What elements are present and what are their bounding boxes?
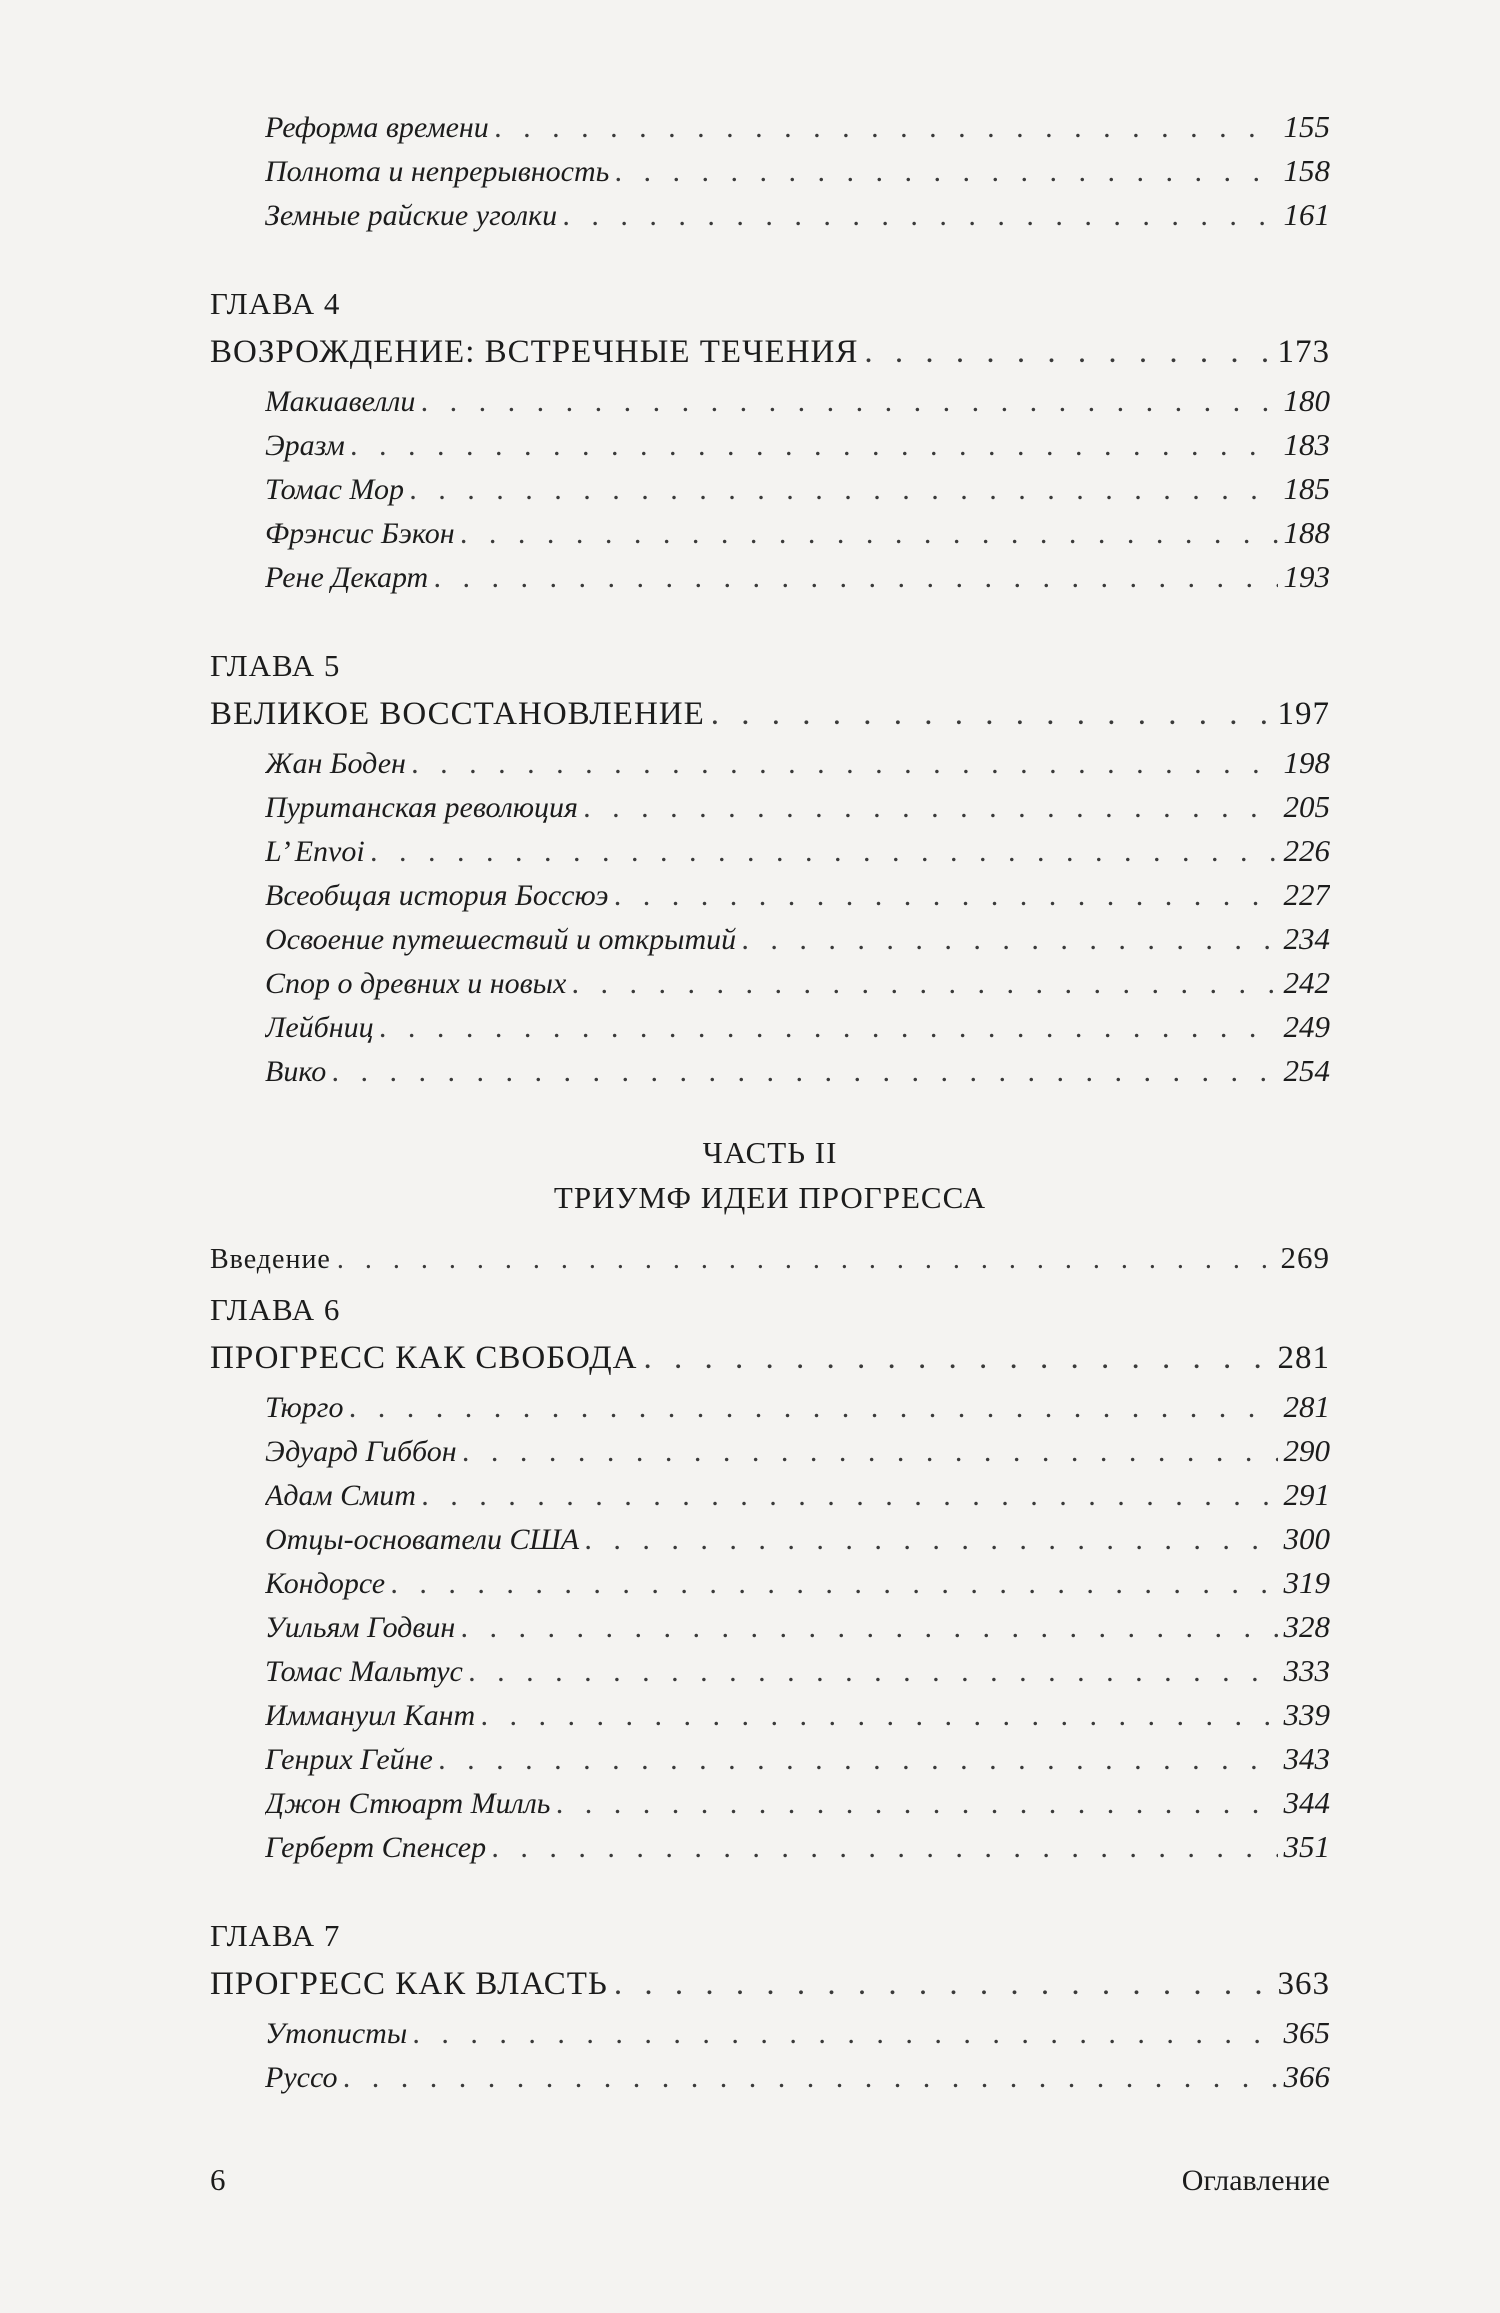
- dot-leader: [461, 512, 1278, 555]
- dot-leader: [615, 150, 1277, 193]
- toc-entry: [265, 193, 1330, 237]
- dot-leader: [469, 1650, 1278, 1693]
- page-footer: [210, 2162, 1330, 2198]
- toc-entry: [265, 467, 1330, 511]
- toc-chapter: [210, 1915, 1330, 2099]
- toc-entry: [265, 1693, 1330, 1737]
- entry-page: 319: [1283, 1565, 1330, 1600]
- dot-leader: [585, 1518, 1277, 1561]
- entry-page: 344: [1283, 1785, 1330, 1820]
- toc-entry: [265, 511, 1330, 555]
- chapter-label: ГЛАВА 4: [210, 286, 341, 321]
- toc-entry: [265, 1429, 1330, 1473]
- toc-entry: [265, 961, 1330, 1005]
- entry-title: Вико: [265, 1055, 327, 1088]
- dot-leader: [439, 1738, 1278, 1781]
- entry-title: Томас Мор: [265, 473, 404, 506]
- entry-title: Руссо: [265, 2061, 338, 2094]
- entry-page: 185: [1283, 471, 1330, 506]
- entry-title: Пуританская революция: [265, 791, 578, 824]
- toc-chapter: [210, 645, 1330, 1093]
- entry-page: 234: [1283, 921, 1330, 956]
- dot-leader: [344, 2056, 1278, 2099]
- entry-page: 198: [1283, 745, 1330, 780]
- entry-page: 343: [1283, 1741, 1330, 1776]
- dot-leader: [410, 468, 1278, 511]
- entry-page: 227: [1283, 877, 1330, 912]
- toc-entry: [265, 741, 1330, 785]
- toc-entry: [265, 2055, 1330, 2099]
- toc-entry: [265, 105, 1330, 149]
- dot-leader: [463, 1430, 1278, 1473]
- entry-title: Иммануил Кант: [265, 1699, 476, 1732]
- dot-leader: [614, 874, 1277, 917]
- dot-leader: [461, 1606, 1277, 1649]
- entry-title: Герберт Спенсер: [265, 1831, 487, 1864]
- entry-page: 205: [1283, 789, 1330, 824]
- dot-leader: [421, 380, 1277, 423]
- toc-entry: [265, 917, 1330, 961]
- entry-page: 183: [1283, 427, 1330, 462]
- part-label: ЧАСТЬ II: [702, 1135, 838, 1170]
- chapter-title: ВОЗРОЖДЕНИЕ: ВСТРЕЧНЫЕ ТЕЧЕНИЯ: [210, 334, 859, 370]
- chapter-heading: [210, 1331, 1330, 1385]
- entry-title: Адам Смит: [265, 1479, 416, 1512]
- entry-page: 188: [1283, 515, 1330, 550]
- toc-entry: [265, 785, 1330, 829]
- toc-entry: [265, 1385, 1330, 1429]
- dot-leader: [572, 962, 1277, 1005]
- entry-page: 161: [1283, 197, 1330, 232]
- entry-title: Полнота и непрерывность: [265, 155, 610, 188]
- entry-page: 300: [1283, 1521, 1330, 1556]
- dot-leader: [434, 556, 1277, 599]
- entry-title: Томас Мальтус: [265, 1655, 463, 1688]
- chapter-title: ПРОГРЕСС КАК СВОБОДА: [210, 1340, 638, 1376]
- toc-entry: [265, 829, 1330, 873]
- entry-title: Тюрго: [265, 1391, 344, 1424]
- entry-title: Эразм: [265, 429, 345, 462]
- toc-entry: [265, 1561, 1330, 1605]
- entry-title: Всеобщая история Боссюэ: [265, 879, 609, 912]
- chapter-label: ГЛАВА 5: [210, 648, 341, 683]
- chapter-title: ПРОГРЕСС КАК ВЛАСТЬ: [210, 1966, 608, 2002]
- entry-title: Спор о древних и новых: [265, 967, 567, 1000]
- dot-leader: [614, 1957, 1272, 2011]
- dot-leader: [563, 194, 1277, 237]
- intro-page: 269: [1280, 1240, 1330, 1275]
- dot-leader: [332, 1050, 1277, 1093]
- toc-entry-intro: [210, 1233, 1330, 1283]
- toc-entry: [265, 1825, 1330, 1869]
- entry-page: 226: [1283, 833, 1330, 868]
- toc-entry: [265, 555, 1330, 599]
- entry-page: 249: [1283, 1009, 1330, 1044]
- toc-entry: [265, 149, 1330, 193]
- entry-title: Земные райские уголки: [265, 199, 558, 232]
- chapter-page: 363: [1277, 1966, 1330, 2002]
- dot-leader: [864, 325, 1271, 379]
- toc-chapter: [210, 283, 1330, 599]
- chapter-title: ВЕЛИКОЕ ВОССТАНОВЛЕНИЕ: [210, 696, 705, 732]
- chapter-page: 197: [1277, 696, 1330, 732]
- dot-leader: [481, 1694, 1277, 1737]
- chapter-label: ГЛАВА 7: [210, 1918, 341, 1953]
- dot-leader: [337, 1235, 1275, 1283]
- part-title: ТРИУМФ ИДЕИ ПРОГРЕССА: [553, 1180, 987, 1215]
- entry-page: 180: [1283, 383, 1330, 418]
- entry-page: 155: [1283, 109, 1330, 144]
- entry-title: Утописты: [265, 2017, 408, 2050]
- toc-entry: [265, 1781, 1330, 1825]
- dot-leader: [412, 742, 1278, 785]
- entry-page: 193: [1283, 559, 1330, 594]
- running-title: Оглавление: [1181, 2164, 1330, 2197]
- entry-title: Реформа времени: [265, 111, 489, 144]
- entry-title: Кондорсе: [265, 1567, 386, 1600]
- dot-leader: [349, 1386, 1277, 1429]
- page-number: 6: [210, 2162, 226, 2197]
- entry-page: 339: [1283, 1697, 1330, 1732]
- dot-leader: [492, 1826, 1277, 1869]
- entry-title: Рене Декарт: [265, 561, 429, 594]
- entry-title: Жан Боден: [265, 747, 406, 780]
- entry-title: Джон Стюарт Милль: [265, 1787, 551, 1820]
- entry-page: 242: [1283, 965, 1330, 1000]
- toc-entry: [265, 1605, 1330, 1649]
- toc-chapter: [210, 1289, 1330, 1869]
- intro-title: Введение: [210, 1244, 331, 1275]
- chapter-page: 173: [1277, 334, 1330, 370]
- toc-entry: [265, 1517, 1330, 1561]
- entry-title: Генрих Гейне: [265, 1743, 433, 1776]
- entry-page: 254: [1283, 1053, 1330, 1088]
- toc-entry: [265, 423, 1330, 467]
- dot-leader: [391, 1562, 1277, 1605]
- toc-part: [210, 1131, 1330, 1283]
- dot-leader: [351, 424, 1278, 467]
- dot-leader: [380, 1006, 1278, 1049]
- dot-leader: [584, 786, 1278, 829]
- entry-page: 281: [1283, 1389, 1330, 1424]
- toc-entry: [265, 1473, 1330, 1517]
- entry-page: 366: [1283, 2059, 1330, 2094]
- toc-section: [210, 105, 1330, 237]
- chapter-heading: [210, 687, 1330, 741]
- chapter-label: ГЛАВА 6: [210, 1292, 341, 1327]
- entry-page: 290: [1283, 1433, 1330, 1468]
- dot-leader: [556, 1782, 1277, 1825]
- dot-leader: [711, 687, 1272, 741]
- entry-title: Фрэнсис Бэкон: [265, 517, 455, 550]
- entry-page: 291: [1283, 1477, 1330, 1512]
- entry-page: 351: [1283, 1829, 1330, 1864]
- entry-title: Макиавелли: [265, 385, 416, 418]
- dot-leader: [371, 830, 1278, 873]
- dot-leader: [495, 106, 1278, 149]
- toc-entry: [265, 1737, 1330, 1781]
- entry-title: Лейбниц: [265, 1011, 374, 1044]
- toc-entry: [265, 379, 1330, 423]
- entry-title: L’ Envoi: [265, 835, 365, 868]
- toc-entry: [265, 1049, 1330, 1093]
- dot-leader: [422, 1474, 1278, 1517]
- entry-page: 328: [1283, 1609, 1330, 1644]
- table-of-contents: [210, 105, 1330, 2099]
- chapter-heading: [210, 325, 1330, 379]
- dot-leader: [742, 918, 1277, 961]
- toc-entry: [265, 2011, 1330, 2055]
- entry-title: Эдуард Гиббон: [265, 1435, 457, 1468]
- entry-title: Отцы-основатели США: [265, 1523, 580, 1556]
- toc-entry: [265, 873, 1330, 917]
- chapter-heading: [210, 1957, 1330, 2011]
- dot-leader: [413, 2012, 1277, 2055]
- chapter-page: 281: [1277, 1340, 1330, 1376]
- entry-title: Уильям Годвин: [265, 1611, 456, 1644]
- entry-title: Освоение путешествий и открытий: [265, 923, 737, 956]
- entry-page: 365: [1283, 2015, 1330, 2050]
- dot-leader: [644, 1331, 1272, 1385]
- toc-entry: [265, 1005, 1330, 1049]
- entry-page: 333: [1283, 1653, 1330, 1688]
- entry-page: 158: [1283, 153, 1330, 188]
- toc-entry: [265, 1649, 1330, 1693]
